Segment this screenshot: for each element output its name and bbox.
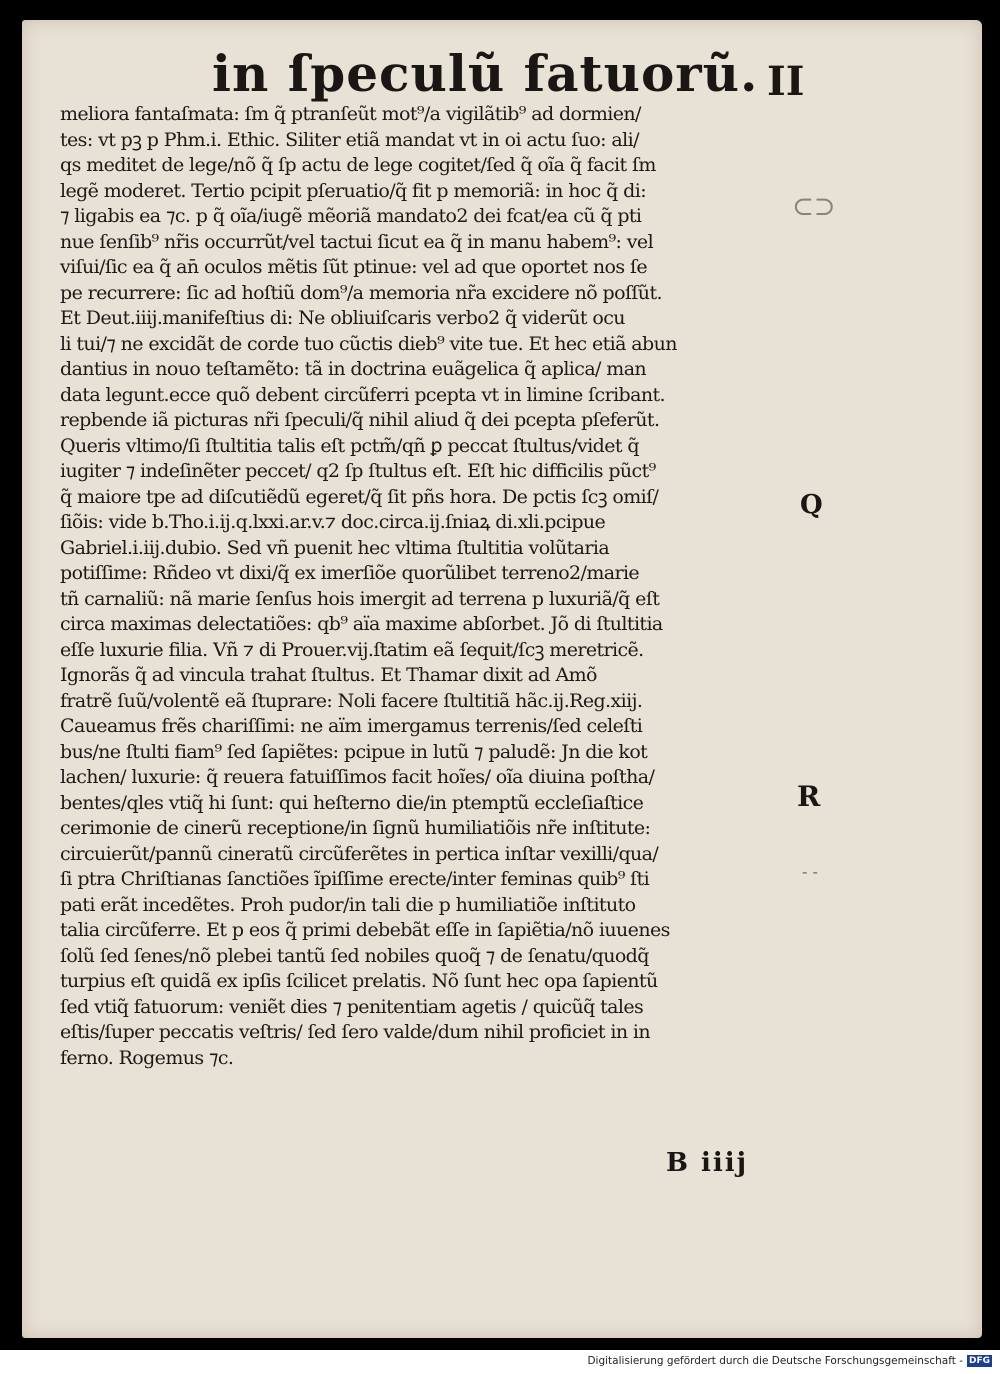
- folio-number: II: [767, 58, 805, 105]
- text-line: repbende iã picturas nr̃i ſpeculi/q̃ nihil aliud q̃ dei pcepta pſeferũt.: [60, 409, 660, 431]
- text-line: ſi ptra Chriſtianas ſanctiões ĩpiſſime erecte/inter feminas quib⁹ ſti: [60, 868, 650, 890]
- text-line: li tui/⁊ ne excidãt de corde tuo cũctis dieb⁹ vite tue. Et hec etiã abun: [60, 332, 677, 355]
- text-line: circa maximas delectatiões: qb⁹ aïa maxime abſorbet. Jõ di ſtultitia: [60, 613, 663, 635]
- text-line: Gabriel.i.iij.dubio. Sed vñ puenit hec vltima ſtultitia volũtaria: [60, 536, 610, 559]
- dfg-logo: DFG: [968, 1356, 990, 1366]
- text-line: Queris vltimo/ſi ſtultitia talis eſt pctm̃/qñ ꝑ peccat ſtultus/videt q̃: [60, 434, 639, 457]
- text-line: potiſſime: Rñdeo vt dixi/q̃ ex imerſiõe quorũlibet terreno2/marie: [60, 562, 640, 584]
- margin-brace-mark: ⊂⊃: [792, 192, 836, 222]
- book-page: [22, 20, 982, 1338]
- credit-text: Digitalisierung gefördert durch die Deutsche Forschungsgemeinschaft -: [587, 1355, 963, 1367]
- margin-dash-mark: - -: [802, 862, 818, 881]
- main-text-block: [60, 102, 800, 1071]
- text-line: lachen/ luxurie: q̃ reuera fatuiſſimos facit hoĩes/ oĩa diuina poſtha/: [60, 766, 655, 788]
- digitization-credit: [587, 1355, 992, 1367]
- text-line: Ignorãs q̃ ad vincula trahat ſtultus. Et Thamar dixit ad Amõ: [60, 664, 597, 686]
- text-line: bus/ne ſtulti fiam⁹ ſed ſapiẽtes: pcipue in lutũ ⁊ paludẽ: Jn die kot: [60, 740, 648, 763]
- text-line: qs meditet de lege/nõ q̃ ſp actu de lege cogitet/ſed q̃ oĩa q̃ facit ſm: [60, 154, 656, 176]
- text-line: ſed vtiq̃ fatuorum: veniẽt dies ⁊ penitentiam agetis / quicũq̃ tales: [60, 995, 644, 1018]
- text-line: Caueamus frẽs chariſſimi: ne aïm imergamus terrenis/ſed celeſti: [60, 715, 643, 737]
- text-line: ſiõis: vide b.Tho.i.ij.q.lxxi.ar.v.⁊ doc.circa.ij.ſniaꝝ di.xli.pcipue: [60, 511, 606, 533]
- text-line: meliora fantaſmata: ſm q̃ ptranſeũt mot⁹/a vigilãtib⁹ ad dormien/: [60, 103, 641, 125]
- text-line: fratrẽ ſuũ/volentẽ eã ſtuprare: Noli facere ſtultitiã hãc.ij.Reg.xiij.: [60, 689, 643, 712]
- text-line: talia circũferre. Et p eos q̃ primi debebãt eſſe in ſapiẽtia/nõ iuuenes: [60, 919, 670, 941]
- text-line: nue ſenſib⁹ nr̃is occurrũt/vel tactui ſicut ea q̃ in manu habem⁹: vel: [60, 230, 654, 253]
- text-line: iugiter ⁊ indeſinẽter peccet/ q2 ſp ſtultus eſt. Eſt hic difficilis pũct⁹: [60, 460, 656, 482]
- text-line: viſui/ſic ea q̃ an̄ oculos mẽtis ſũt ptinue: vel ad que oportet nos ſe: [60, 256, 648, 278]
- text-line: bentes/qles vtiq̃ hi ſunt: qui heſterno die/in ptemptũ eccleſiaſtice: [60, 791, 644, 814]
- text-line: tñ carnaliũ: nã marie ſenſus hois imergit ad terrena p luxuriã/q̃ eſt: [60, 587, 660, 610]
- text-line: q̃ maiore tpe ad diſcutiẽdũ egeret/q̃ ſit pñs hora. De pctis ſcꝫ omiſ/: [60, 485, 659, 508]
- text-line: eſſe luxurie filia. Vñ ⁊ di Prouer.vij.ſtatim eã ſequit/ſcꝫ meretricẽ.: [60, 638, 644, 661]
- text-line: dantius in nouo teſtamẽto: tã in doctrina euãgelica q̃ aplica/ man: [60, 358, 647, 380]
- text-line: ferno. Rogemus ⁊c.: [60, 1046, 234, 1069]
- text-line: pati erãt incedẽtes. Proh pudor/in tali die p humiliatiõe inſtituto: [60, 893, 636, 916]
- margin-note-q: Q: [800, 490, 823, 520]
- text-line: ſolũ ſed ſenes/nõ plebei tantũ ſed nobiles quoq̃ ⁊ de ſenatu/quodq̃: [60, 944, 649, 967]
- text-line: data legunt.ecce quõ debent circũferri pcepta vt in limine ſcribant.: [60, 383, 665, 406]
- text-line: tes: vt pꝫ p Phm.i. Ethic. Siliter etiã mandat vt in oi actu ſuo: ali/: [60, 128, 639, 151]
- running-title: in ſpeculũ fatuorũ.: [212, 44, 759, 103]
- text-line: circuierũt/pannũ cineratũ circũferẽtes in pertica inſtar vexilli/qua/: [60, 842, 659, 865]
- signature-mark: B iiij: [666, 1148, 749, 1178]
- margin-note-r: R: [797, 780, 821, 813]
- text-line: turpius eſt quidã ex ipſis ſcilicet prelatis. Nõ ſunt hec opa ſapientũ: [60, 970, 658, 992]
- text-line: cerimonie de cinerũ receptione/in ſignũ humiliatiõis nr̃e inſtitute:: [60, 817, 651, 839]
- text-line: pe recurrere: ſic ad hoſtiũ dom⁹/a memoria nr̃a excidere nõ poſſũt.: [60, 281, 662, 304]
- text-line: ⁊ ligabis ea ⁊c. p q̃ oĩa/iugẽ mẽoriã mandato2 dei fcat/ea cũ q̃ pti: [60, 205, 642, 227]
- text-line: Et Deut.iiij.manifeſtius di: Ne obliuiſcaris verbo2 q̃ viderũt ocu: [60, 307, 625, 329]
- text-line: eſtis/ſuper peccatis veſtris/ ſed ſero valde/dum nihil proficiet in in: [60, 1021, 651, 1043]
- text-line: legẽ moderet. Tertio pcipit pſeruatio/q̃ fit p memoriã: in hoc q̃ di:: [60, 179, 647, 202]
